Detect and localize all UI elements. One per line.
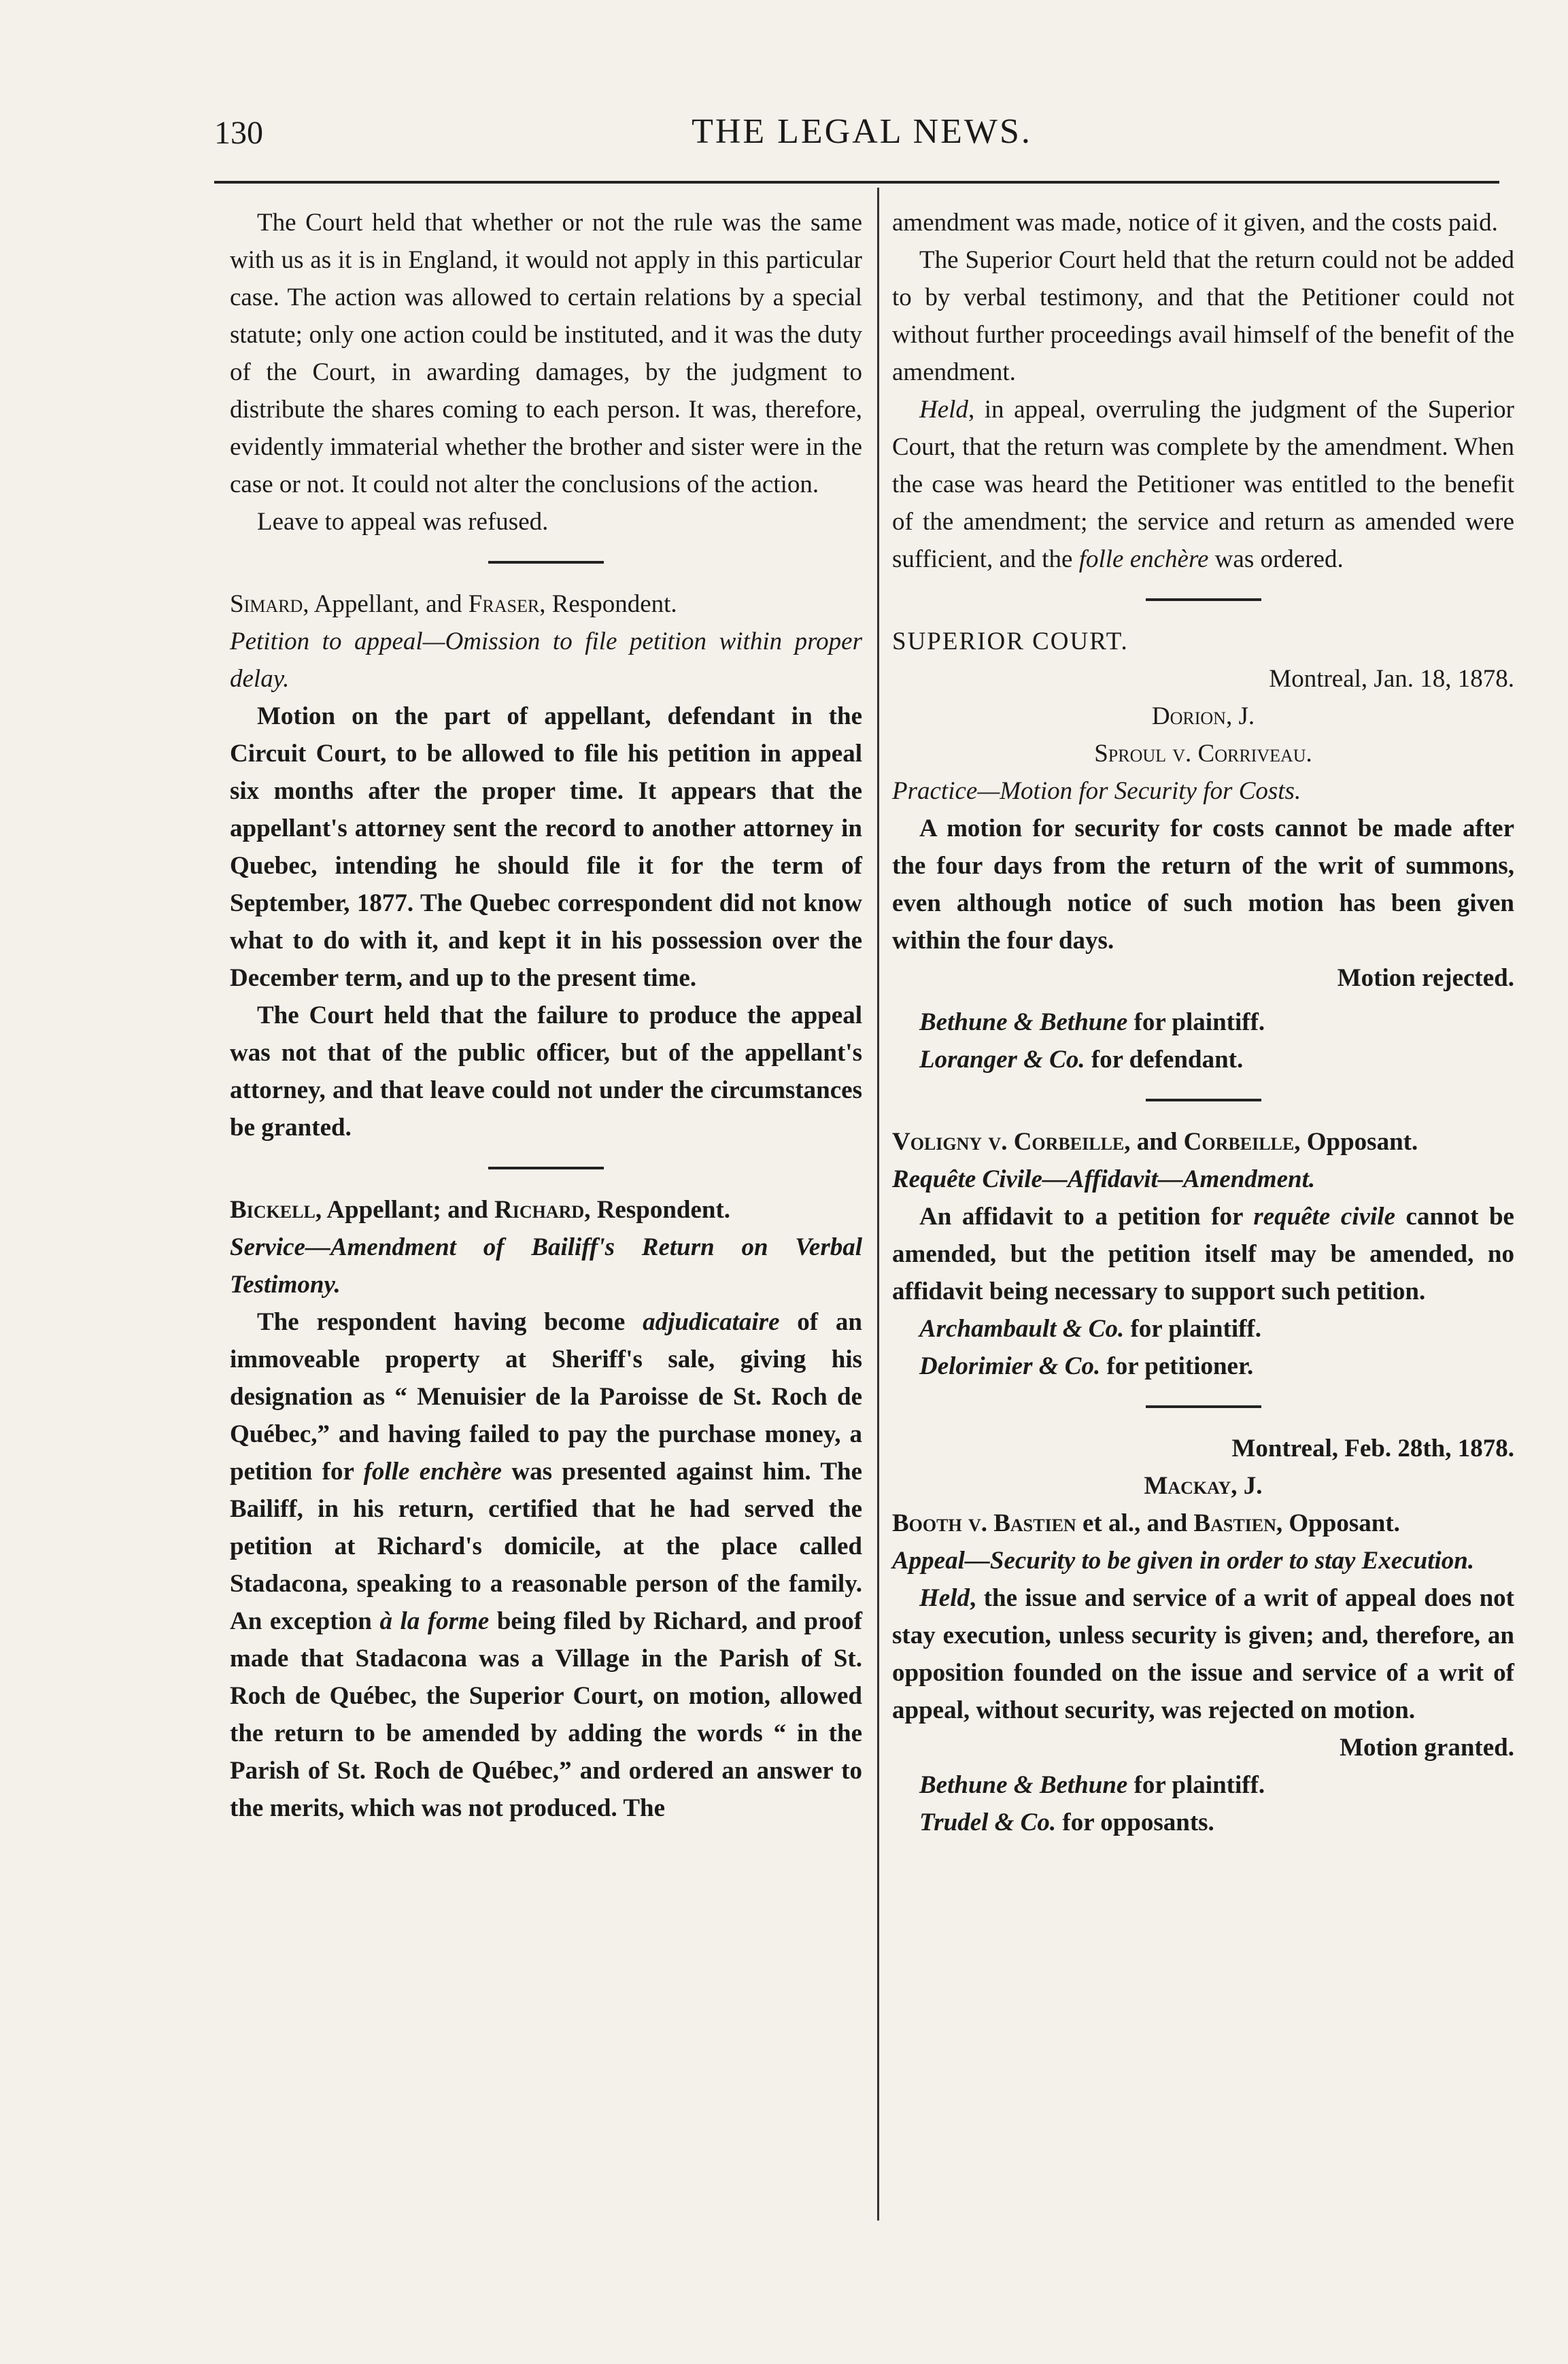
italic-term: à la forme (379, 1607, 490, 1635)
text-run: , in appeal, overruling the judgment of the Superior Court, that the return was complete by the amendment. When the case was heard the Petitioner was entitled to the benefit of the amendment; the service and return as amended were sufficient, and the (892, 396, 1514, 573)
party-name: Richard (494, 1196, 585, 1224)
counsel-name: Trudel & Co. (919, 1809, 1057, 1836)
party-role: , Respondent. (584, 1196, 731, 1224)
italic-term: Held (919, 1584, 970, 1612)
case-result: Motion rejected. (1337, 964, 1514, 992)
text-run: being filed by Richard, and proof made that Stadacona was a Village in the Parish of St. Roch de Québec, the Superior Court, on motion, allowed the return to be amended by adding the words “ in the Parish of St. Roch de Québec,” and ordered an answer to the merits, which was not produced. The (230, 1607, 863, 1822)
judge-name: Mackay, J. (1144, 1472, 1263, 1500)
case-subject: Requête Civile—Affidavit—Amendment. (892, 1165, 1316, 1193)
party-role: et al., and (1076, 1509, 1194, 1537)
paragraph: The Court held that the failure to produce the appeal was not that of the public officer, but of the appellant's attorney, and that leave could not under the circumstances be granted. (230, 1001, 862, 1142)
judge-name: Dorion, J. (1151, 702, 1255, 730)
paragraph: The Superior Court held that the return could not be added to by verbal testimony, and that the Petitioner could not without further proceedings avail himself of the benefit of the amendment. (892, 246, 1514, 386)
counsel-role: for opposants. (1056, 1809, 1214, 1836)
court-heading: SUPERIOR COURT. (892, 628, 1129, 655)
counsel-line (892, 1804, 1514, 1841)
case-title (230, 1191, 862, 1229)
case-title (892, 1505, 1514, 1542)
paragraph: The Court held that whether or not the rule was the same with us as it is in England, it would not apply in this particular case. The action was allowed to certain relations by a special statute; only one action could be instituted, and it was the duty of the Court, in awarding damages, by the judgment to distribute the shares coming to each person. It was, therefore, evidently immaterial whether the brother and sister were in the case or not. It could not alter the conclusions of the action. (230, 209, 862, 498)
italic-term: adjudicataire (643, 1308, 780, 1336)
case-title: Sproul v. Corriveau. (1094, 740, 1312, 768)
italic-term: folle enchère (1078, 545, 1209, 573)
counsel-name: Bethune & Bethune (919, 1008, 1128, 1036)
right-column (892, 204, 1514, 1841)
paragraph (230, 1303, 862, 1827)
counsel-name: Delorimier & Co. (919, 1352, 1101, 1380)
party-role: , Respondent. (539, 590, 677, 618)
case-date: Montreal, Feb. 28th, 1878. (1231, 1435, 1514, 1462)
party-name: Fraser (468, 590, 540, 618)
paragraph (892, 1579, 1514, 1729)
party-name: Voligny v. Corbeille (892, 1128, 1125, 1156)
paragraph (892, 1198, 1514, 1310)
paragraph: A motion for security for costs cannot be made after the four days from the return of the writ of summons, even although notice of such motion has been given within the four days. (892, 815, 1514, 955)
party-name: Booth v. Bastien (892, 1509, 1076, 1537)
party-role: , Appellant; and (315, 1196, 495, 1224)
counsel-name: Loranger & Co. (919, 1046, 1085, 1074)
text-run: , the issue and service of a writ of appeal does not stay execution, unless security is given; and, therefore, an opposition founded on the issue and service of a writ of appeal, without security, was rejected on motion. (892, 1584, 1514, 1724)
header-rule (214, 181, 1499, 184)
party-name: Corbeille (1183, 1128, 1295, 1156)
section-separator (1146, 1405, 1261, 1408)
counsel-role: for plaintiff. (1124, 1315, 1261, 1343)
text-run: cannot be amended, but the petition itself may be amended, no affidavit being necessary to support such petition. (892, 1203, 1514, 1305)
case-title (230, 585, 862, 623)
case-subject: Practice—Motion for Security for Costs. (892, 777, 1301, 805)
section-separator (488, 1167, 604, 1169)
journal-title: THE LEGAL NEWS. (692, 112, 1032, 151)
party-name: Bastien (1193, 1509, 1276, 1537)
column-divider (877, 188, 879, 2221)
party-name: Simard (230, 590, 303, 618)
paragraph: amendment was made, notice of it given, and the costs paid. (892, 209, 1498, 237)
counsel-role: for defendant. (1085, 1046, 1244, 1074)
text-run: The respondent having become (257, 1308, 643, 1336)
section-separator (1146, 598, 1261, 601)
page-header (214, 102, 1510, 156)
case-title (892, 1123, 1514, 1161)
italic-term: requête civile (1253, 1203, 1395, 1231)
party-role: , and (1124, 1128, 1184, 1156)
counsel-line (892, 1766, 1514, 1804)
counsel-line (892, 1310, 1514, 1348)
case-date: Montreal, Jan. 18, 1878. (1269, 665, 1514, 693)
counsel-name: Archambault & Co. (919, 1315, 1125, 1343)
case-subject: Petition to appeal—Omission to file petition within proper delay. (230, 628, 862, 693)
paragraph: Motion on the part of appellant, defendant in the Circuit Court, to be allowed to file his petition in appeal six months after the proper time. It appears that the appellant's attorney sent the record to another attorney in Quebec, intending he should file it for the term of September, 1877. The Quebec correspondent did not know what to do with it, and kept it in his possession over the December term, and up to the present time. (230, 702, 862, 992)
italic-term: folle enchère (363, 1458, 502, 1486)
paragraph: Leave to appeal was refused. (257, 508, 549, 536)
section-separator (1146, 1099, 1261, 1101)
section-separator (488, 561, 604, 564)
page-number: 130 (214, 115, 263, 151)
party-role: , Opposant. (1276, 1509, 1400, 1537)
counsel-line (892, 1348, 1514, 1385)
text-run: of an immoveable property at Sheriff's sale, giving his designation as “ Menuisier de la Paroisse de St. Roch de Québec,” and having failed to pay the purchase money, a petition for (230, 1308, 862, 1486)
italic-term: Held (919, 396, 968, 424)
paragraph (892, 391, 1514, 578)
text-run: was presented against him. The Bailiff, in his return, certified that he had served the petition at Richard's domicile, at the place called Stadacona, speaking to a reasonable person of the family. An exception (230, 1458, 862, 1635)
counsel-name: Bethune & Bethune (919, 1771, 1128, 1799)
case-result: Motion granted. (1340, 1734, 1514, 1762)
left-column (230, 204, 862, 1827)
counsel-line (892, 1041, 1514, 1078)
counsel-role: for plaintiff. (1127, 1008, 1265, 1036)
text-run: was ordered. (1208, 545, 1344, 573)
party-name: Bickell (230, 1196, 316, 1224)
counsel-role: for petitioner. (1100, 1352, 1254, 1380)
case-subject: Service—Amendment of Bailiff's Return on Verbal Testimony. (230, 1233, 862, 1299)
counsel-role: for plaintiff. (1127, 1771, 1265, 1799)
counsel-line (892, 1004, 1514, 1041)
text-run: An affidavit to a petition for (919, 1203, 1254, 1231)
case-subject: Appeal—Security to be given in order to stay Execution. (892, 1547, 1475, 1575)
party-role: , Opposant. (1294, 1128, 1418, 1156)
party-role: , Appellant, and (303, 590, 468, 618)
